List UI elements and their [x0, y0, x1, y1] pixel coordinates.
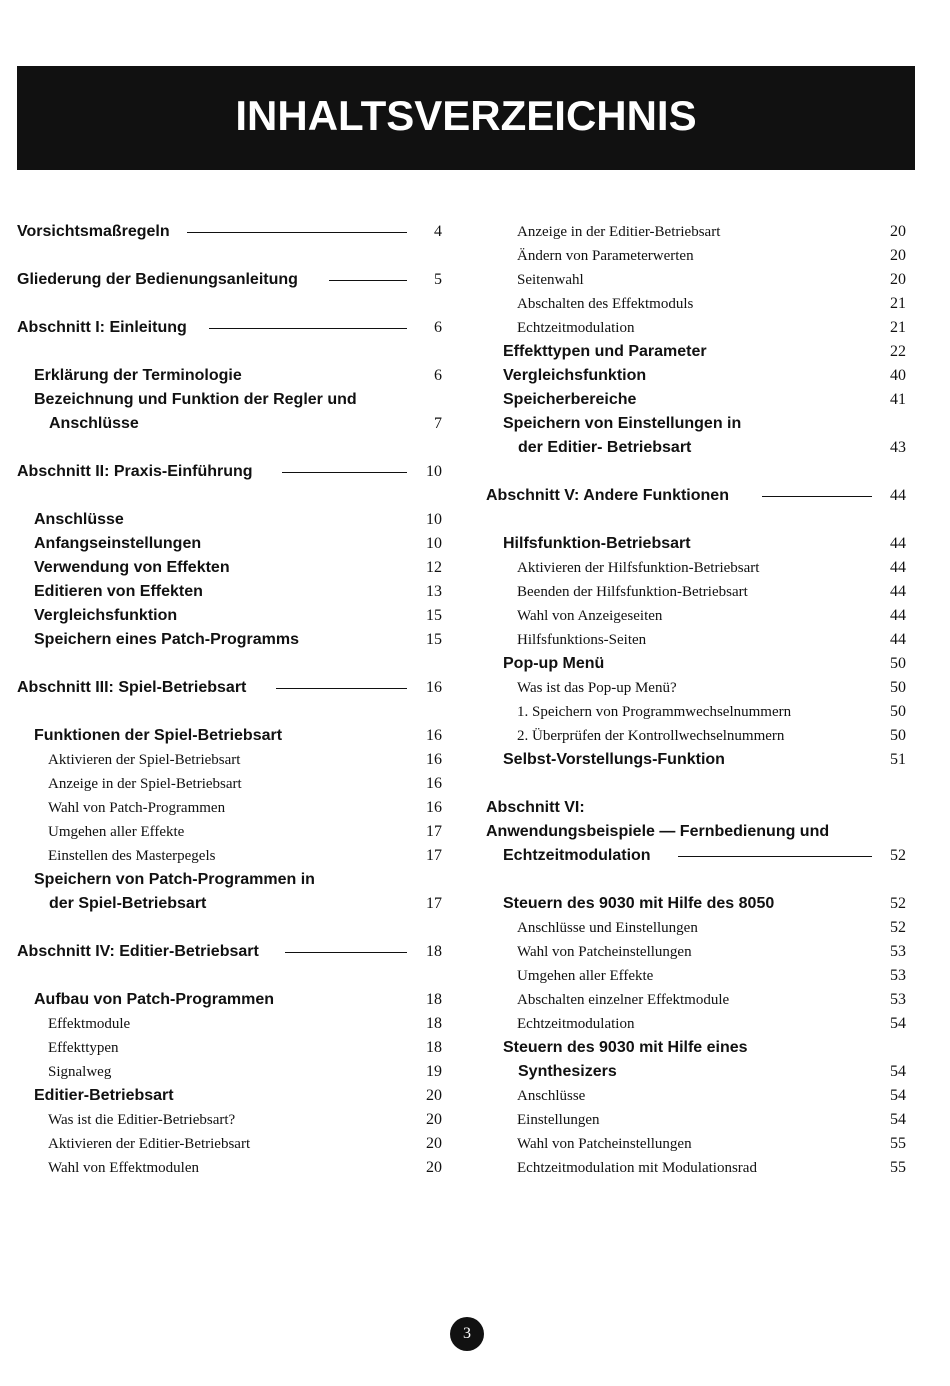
toc-entry-page: 17 — [426, 847, 442, 864]
toc-subitem-entry — [486, 964, 906, 988]
toc-heading-entry — [17, 892, 442, 916]
toc-entry-label: Speichern von Einstellungen in — [503, 415, 742, 432]
toc-subitem-entry — [486, 556, 906, 580]
toc-left-column — [17, 220, 442, 1180]
toc-subitem-entry — [486, 988, 906, 1012]
toc-entry-label: Abschnitt IV: Editier-Betriebsart — [17, 943, 259, 960]
toc-subitem-entry — [486, 316, 906, 340]
toc-subitem-entry — [486, 724, 906, 748]
toc-entry-label: Speichern eines Patch-Programms — [34, 631, 299, 648]
toc-subitem-entry — [486, 604, 906, 628]
toc-entry-page: 44 — [890, 631, 906, 648]
toc-entry-label: Echtzeitmodulation mit Modulationsrad — [517, 1160, 757, 1176]
toc-subitem-entry — [486, 292, 906, 316]
toc-entry-page: 18 — [426, 943, 442, 960]
toc-entry-page: 54 — [890, 1015, 906, 1032]
toc-spacer — [17, 292, 442, 316]
toc-entry-label: Vergleichsfunktion — [503, 367, 647, 384]
toc-entry-label: 1. Speichern von Programmwechselnummern — [517, 704, 792, 720]
header-bar — [17, 66, 915, 170]
toc-subitem-entry — [17, 748, 442, 772]
toc-subitem-entry — [17, 772, 442, 796]
toc-entry-label: Anschlüsse — [49, 415, 139, 432]
toc-entry-label: Seitenwahl — [517, 272, 584, 288]
toc-entry-label: der Editier- Betriebsart — [518, 439, 692, 456]
toc-subitem-entry — [486, 1132, 906, 1156]
toc-subitem-entry — [486, 700, 906, 724]
toc-entry-page: 21 — [890, 319, 906, 336]
toc-section-entry — [17, 220, 442, 244]
toc-entry-label: Speichern von Patch-Programmen in — [34, 871, 315, 888]
toc-subitem-entry — [486, 244, 906, 268]
toc-entry-page: 16 — [426, 751, 442, 768]
toc-subitem-entry — [17, 1012, 442, 1036]
toc-heading-entry — [486, 1036, 906, 1060]
toc-entry-page: 55 — [890, 1135, 906, 1152]
toc-subitem-entry — [486, 1012, 906, 1036]
toc-section-entry — [17, 460, 442, 484]
toc-entry-page: 54 — [890, 1063, 906, 1080]
toc-entry-label: Verwendung von Effekten — [34, 559, 230, 576]
toc-heading-entry — [486, 652, 906, 676]
toc-entry-page: 20 — [426, 1087, 442, 1104]
toc-entry-label: Wahl von Effektmodulen — [48, 1160, 199, 1176]
toc-entry-label: Was ist das Pop-up Menü? — [517, 680, 677, 696]
toc-heading-entry — [486, 844, 906, 868]
toc-section-entry — [17, 676, 442, 700]
toc-entry-page: 21 — [890, 295, 906, 312]
toc-leader-line — [329, 280, 407, 281]
toc-entry-label: Hilfsfunktion-Betriebsart — [503, 535, 691, 552]
toc-subitem-entry — [17, 844, 442, 868]
toc-spacer — [17, 964, 442, 988]
toc-section-entry — [17, 316, 442, 340]
toc-entry-label: Pop-up Menü — [503, 655, 605, 672]
toc-entry-page: 50 — [890, 655, 906, 672]
toc-heading-entry — [17, 604, 442, 628]
toc-subitem-entry — [486, 220, 906, 244]
toc-entry-page: 10 — [426, 511, 442, 528]
toc-entry-label: Wahl von Patcheinstellungen — [517, 1136, 692, 1152]
toc-leader-line — [678, 856, 872, 857]
page-number-badge: 3 — [450, 1317, 484, 1351]
toc-entry-page: 53 — [890, 943, 906, 960]
toc-entry-label: Bezeichnung und Funktion der Regler und — [34, 391, 357, 408]
toc-spacer — [17, 916, 442, 940]
toc-entry-page: 20 — [890, 223, 906, 240]
toc-entry-page: 4 — [434, 223, 442, 240]
toc-spacer — [17, 700, 442, 724]
toc-entry-label: Anfangseinstellungen — [34, 535, 202, 552]
toc-spacer — [486, 772, 906, 796]
toc-heading-entry — [17, 532, 442, 556]
toc-entry-page: 15 — [426, 607, 442, 624]
toc-spacer — [486, 460, 906, 484]
toc-entry-label: Wahl von Patcheinstellungen — [517, 944, 692, 960]
toc-right-column — [486, 220, 906, 1180]
toc-entry-label: 2. Überprüfen der Kontrollwechselnummern — [517, 728, 785, 744]
toc-leader-line — [209, 328, 407, 329]
toc-entry-label: Abschnitt II: Praxis-Einführung — [17, 463, 253, 480]
toc-entry-page: 7 — [434, 415, 442, 432]
toc-heading-entry — [17, 388, 442, 412]
toc-entry-label: Steuern des 9030 mit Hilfe des 8050 — [503, 895, 775, 912]
toc-entry-label: Anschlüsse und Einstellungen — [517, 920, 698, 936]
toc-entry-page: 54 — [890, 1111, 906, 1128]
toc-leader-line — [285, 952, 407, 953]
toc-entry-label: Wahl von Anzeigeseiten — [517, 608, 663, 624]
toc-entry-page: 20 — [890, 271, 906, 288]
toc-entry-label: Abschalten einzelner Effektmodule — [517, 992, 730, 1008]
toc-entry-page: 19 — [426, 1063, 442, 1080]
toc-entry-label: Vergleichsfunktion — [34, 607, 178, 624]
toc-entry-label: Steuern des 9030 mit Hilfe eines — [503, 1039, 748, 1056]
toc-entry-label: Ändern von Parameterwerten — [517, 248, 694, 264]
toc-entry-label: der Spiel-Betriebsart — [49, 895, 207, 912]
toc-entry-label: Effektmodule — [48, 1016, 131, 1032]
toc-entry-page: 41 — [890, 391, 906, 408]
toc-subitem-entry — [17, 1132, 442, 1156]
toc-heading-entry — [17, 364, 442, 388]
toc-heading-entry — [17, 1084, 442, 1108]
toc-entry-label: Aktivieren der Hilfsfunktion-Betriebsart — [517, 560, 760, 576]
toc-entry-page: 52 — [890, 919, 906, 936]
toc-heading-entry — [486, 748, 906, 772]
toc-subitem-entry — [486, 1108, 906, 1132]
toc-heading-entry — [486, 364, 906, 388]
toc-spacer — [17, 436, 442, 460]
toc-heading-entry — [17, 412, 442, 436]
toc-subitem-entry — [17, 796, 442, 820]
toc-spacer — [17, 244, 442, 268]
toc-entry-page: 54 — [890, 1087, 906, 1104]
toc-entry-page: 43 — [890, 439, 906, 456]
toc-entry-label: Einstellungen — [517, 1112, 600, 1128]
toc-heading-entry — [486, 340, 906, 364]
toc-entry-page: 51 — [890, 751, 906, 768]
toc-entry-page: 44 — [890, 559, 906, 576]
toc-heading-entry — [486, 1060, 906, 1084]
toc-entry-page: 20 — [426, 1111, 442, 1128]
toc-heading-entry — [17, 988, 442, 1012]
toc-entry-page: 50 — [890, 703, 906, 720]
toc-entry-label: Echtzeitmodulation — [517, 320, 635, 336]
toc-entry-label: Selbst-Vorstellungs-Funktion — [503, 751, 725, 768]
toc-heading-entry — [17, 724, 442, 748]
toc-entry-page: 17 — [426, 823, 442, 840]
toc-entry-page: 20 — [890, 247, 906, 264]
toc-entry-label: Editier-Betriebsart — [34, 1087, 174, 1104]
toc-heading-entry — [17, 556, 442, 580]
toc-entry-page: 53 — [890, 967, 906, 984]
toc-subitem-entry — [486, 1156, 906, 1180]
toc-heading-entry — [486, 532, 906, 556]
toc-entry-label: Vorsichtsmaßregeln — [17, 223, 170, 240]
toc-entry-label: Abschnitt I: Einleitung — [17, 319, 187, 336]
toc-entry-page: 50 — [890, 727, 906, 744]
toc-entry-page: 53 — [890, 991, 906, 1008]
toc-entry-page: 15 — [426, 631, 442, 648]
toc-entry-label: Effekttypen — [48, 1040, 119, 1056]
toc-entry-page: 52 — [890, 847, 906, 864]
toc-heading-entry — [17, 868, 442, 892]
toc-entry-page: 16 — [426, 799, 442, 816]
toc-heading-entry — [486, 412, 906, 436]
toc-spacer — [486, 868, 906, 892]
toc-heading-entry — [17, 628, 442, 652]
toc-entry-label: Editieren von Effekten — [34, 583, 203, 600]
toc-entry-label: Umgehen aller Effekte — [48, 824, 185, 840]
toc-subitem-entry — [17, 1060, 442, 1084]
toc-spacer — [17, 484, 442, 508]
toc-section-entry — [486, 796, 906, 820]
toc-spacer — [17, 340, 442, 364]
toc-entry-page: 20 — [426, 1159, 442, 1176]
toc-entry-page: 44 — [890, 607, 906, 624]
toc-entry-label: Hilfsfunktions-Seiten — [517, 632, 647, 648]
toc-entry-label: Anzeige in der Spiel-Betriebsart — [48, 776, 242, 792]
toc-entry-label: Anwendungsbeispiele — Fernbedienung und — [486, 823, 830, 840]
toc-section-entry — [17, 268, 442, 292]
toc-subitem-entry — [17, 1156, 442, 1180]
toc-subitem-entry — [17, 1108, 442, 1132]
toc-entry-page: 18 — [426, 1015, 442, 1032]
toc-entry-label: Abschnitt VI: — [486, 799, 585, 816]
toc-entry-page: 44 — [890, 583, 906, 600]
toc-entry-label: Anschlüsse — [34, 511, 124, 528]
toc-subitem-entry — [17, 1036, 442, 1060]
toc-subitem-entry — [486, 580, 906, 604]
toc-entry-page: 17 — [426, 895, 442, 912]
toc-entry-page: 10 — [426, 535, 442, 552]
toc-entry-page: 13 — [426, 583, 442, 600]
toc-entry-page: 44 — [890, 535, 906, 552]
toc-entry-label: Erklärung der Terminologie — [34, 367, 242, 384]
toc-entry-page: 16 — [426, 727, 442, 744]
toc-entry-label: Abschnitt V: Andere Funktionen — [486, 487, 729, 504]
toc-entry-label: Signalweg — [48, 1064, 112, 1080]
toc-subitem-entry — [486, 1084, 906, 1108]
toc-section-entry — [486, 484, 906, 508]
toc-entry-label: Echtzeitmodulation — [503, 847, 651, 864]
toc-heading-entry — [17, 508, 442, 532]
toc-entry-label: Funktionen der Spiel-Betriebsart — [34, 727, 283, 744]
toc-heading-entry — [17, 580, 442, 604]
toc-entry-label: Abschalten des Effektmoduls — [517, 296, 694, 312]
toc-entry-label: Beenden der Hilfsfunktion-Betriebsart — [517, 584, 748, 600]
toc-entry-page: 40 — [890, 367, 906, 384]
toc-entry-label: Anschlüsse — [517, 1088, 586, 1104]
toc-entry-page: 50 — [890, 679, 906, 696]
toc-subitem-entry — [17, 820, 442, 844]
toc-entry-page: 18 — [426, 1039, 442, 1056]
toc-entry-page: 44 — [890, 487, 906, 504]
toc-heading-entry — [486, 892, 906, 916]
toc-entry-label: Aktivieren der Spiel-Betriebsart — [48, 752, 241, 768]
toc-entry-page: 22 — [890, 343, 906, 360]
toc-entry-label: Umgehen aller Effekte — [517, 968, 654, 984]
toc-entry-label: Speicherbereiche — [503, 391, 637, 408]
toc-leader-line — [282, 472, 407, 473]
toc-entry-page: 52 — [890, 895, 906, 912]
toc-spacer — [17, 652, 442, 676]
toc-section-entry — [17, 940, 442, 964]
toc-leader-line — [762, 496, 872, 497]
toc-entry-page: 12 — [426, 559, 442, 576]
toc-entry-page: 16 — [426, 775, 442, 792]
toc-section-entry — [486, 820, 906, 844]
toc-entry-label: Aufbau von Patch-Programmen — [34, 991, 275, 1008]
toc-heading-entry — [486, 388, 906, 412]
toc-entry-page: 5 — [434, 271, 442, 288]
toc-entry-label: Anzeige in der Editier-Betriebsart — [517, 224, 721, 240]
toc-entry-label: Gliederung der Bedienungsanleitung — [17, 271, 298, 288]
toc-entry-page: 55 — [890, 1159, 906, 1176]
toc-entry-page: 20 — [426, 1135, 442, 1152]
toc-entry-label: Effekttypen und Parameter — [503, 343, 707, 360]
toc-spacer — [486, 508, 906, 532]
page-title: INHALTSVERZEICHNIS — [235, 92, 697, 139]
toc-subitem-entry — [486, 676, 906, 700]
toc-entry-page: 16 — [426, 679, 442, 696]
toc-entry-page: 10 — [426, 463, 442, 480]
toc-leader-line — [276, 688, 407, 689]
toc-entry-label: Was ist die Editier-Betriebsart? — [48, 1112, 236, 1128]
toc-subitem-entry — [486, 916, 906, 940]
toc-entry-page: 6 — [434, 319, 442, 336]
toc-leader-line — [187, 232, 407, 233]
toc-entry-label: Einstellen des Masterpegels — [48, 848, 216, 864]
toc-entry-label: Echtzeitmodulation — [517, 1016, 635, 1032]
toc-entry-label: Aktivieren der Editier-Betriebsart — [48, 1136, 251, 1152]
toc-subitem-entry — [486, 940, 906, 964]
toc-entry-page: 6 — [434, 367, 442, 384]
toc-entry-label: Wahl von Patch-Programmen — [48, 800, 226, 816]
toc-heading-entry — [486, 436, 906, 460]
toc-entry-label: Synthesizers — [518, 1063, 617, 1080]
toc-subitem-entry — [486, 628, 906, 652]
toc-entry-label: Abschnitt III: Spiel-Betriebsart — [17, 679, 247, 696]
toc-subitem-entry — [486, 268, 906, 292]
toc-entry-page: 18 — [426, 991, 442, 1008]
